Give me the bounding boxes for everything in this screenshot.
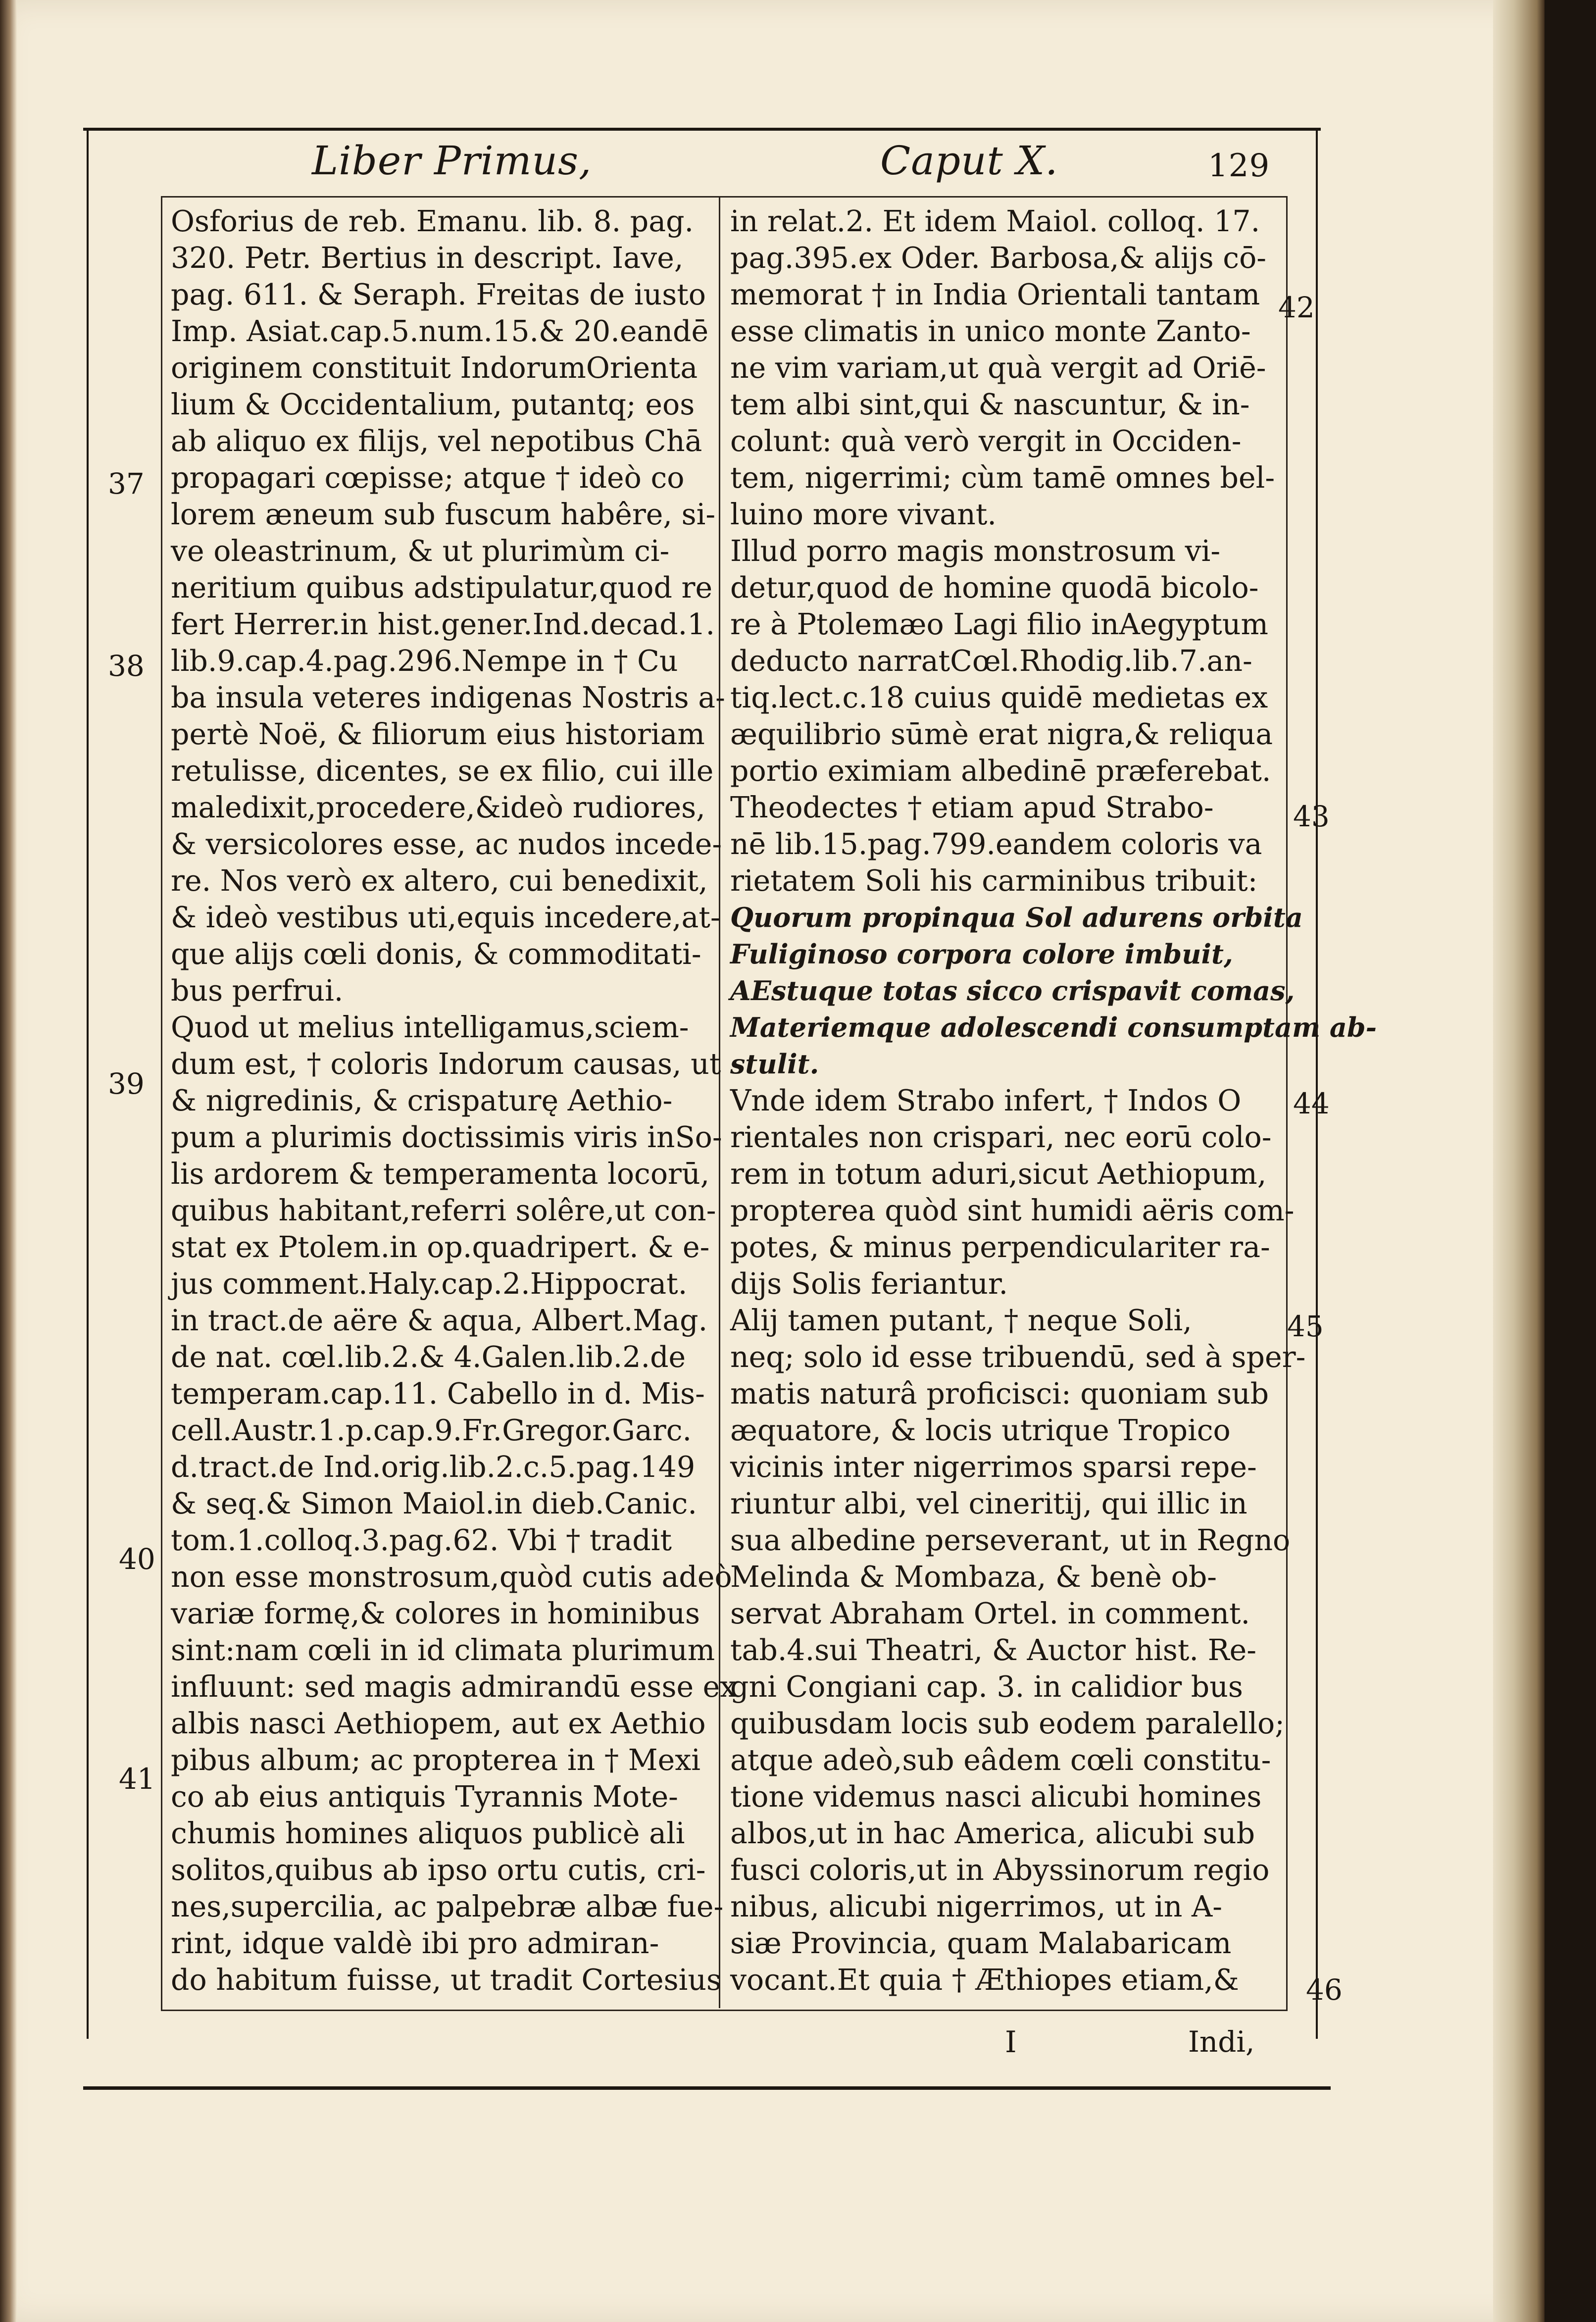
running-head-left: Liber Primus, xyxy=(312,138,592,184)
text-line: 320. Petr. Bertius in descript. Iave, xyxy=(171,241,684,275)
text-line: pum a plurimis doctissimis viris inSo- xyxy=(171,1120,722,1154)
page-fore-edge xyxy=(1493,0,1545,2322)
text-line: in tract.de aëre & aqua, Albert.Mag. xyxy=(171,1304,708,1337)
text-line: siæ Provincia, quam Malabaricam xyxy=(730,1926,1232,1960)
text-line: pibus album; ac propterea in † Mexi xyxy=(171,1743,700,1777)
text-line: neritium quibus adstipulatur,quod re xyxy=(171,571,713,605)
text-line: rientales non crispari, nec eorū colo- xyxy=(730,1120,1272,1154)
text-line: deducto narratCœl.Rhodig.lib.7.an- xyxy=(730,644,1252,678)
text-line: temperam.cap.11. Cabello in d. Mis- xyxy=(171,1377,705,1411)
text-line: originem constituit IndorumOrienta xyxy=(171,351,698,385)
text-line: luino more vivant. xyxy=(730,498,997,531)
text-line: servat Abraham Ortel. in comment. xyxy=(730,1597,1250,1630)
running-head-center: Caput X. xyxy=(880,138,1058,184)
text-line: ve oleastrinum, & ut plurimùm ci- xyxy=(171,534,670,568)
text-line: Vnde idem Strabo infert, † Indos O xyxy=(730,1084,1242,1117)
text-line: Illud porro magis monstrosum vi- xyxy=(730,534,1221,568)
text-line: & seq.& Simon Maiol.in dieb.Canic. xyxy=(171,1487,697,1520)
text-line: jus comment.Haly.cap.2.Hippocrat. xyxy=(171,1267,688,1301)
text-line: Imp. Asiat.cap.5.num.15.& 20.eandē xyxy=(171,314,709,348)
text-line: que alijs cœli donis, & commoditati- xyxy=(171,937,701,971)
page-number: 129 xyxy=(1208,148,1270,184)
text-line: Quorum propinqua Sol adurens orbita xyxy=(730,902,1303,933)
text-line: & ideò vestibus uti,equis incedere,at- xyxy=(171,901,720,934)
text-line: de nat. cœl.lib.2.& 4.Galen.lib.2.de xyxy=(171,1340,686,1374)
frame-rule-right xyxy=(1316,128,1318,2039)
text-line: fusci coloris,ut in Abyssinorum regio xyxy=(730,1853,1270,1887)
margin-number-45: 45 xyxy=(1287,1310,1324,1343)
text-line: æquatore, & locis utrique Tropico xyxy=(730,1413,1231,1447)
text-line: Alij tamen putant, † neque Soli, xyxy=(730,1304,1192,1337)
margin-number-39: 39 xyxy=(108,1067,145,1101)
margin-number-44: 44 xyxy=(1293,1087,1330,1120)
frame-rule-left xyxy=(87,128,89,2039)
text-line: æquilibrio sūmè erat nigra,& reliqua xyxy=(730,717,1273,751)
margin-number-38: 38 xyxy=(108,649,145,683)
text-line: pertè Noë, & filiorum eius historiam xyxy=(171,717,705,751)
text-line: Osforius de reb. Emanu. lib. 8. pag. xyxy=(171,204,694,238)
margin-number-37: 37 xyxy=(108,467,145,501)
frame-rule-top xyxy=(83,128,1321,131)
text-line: AEstuque totas sicco crispavit comas, xyxy=(730,975,1295,1007)
text-line: sint:nam cœli in id climata plurimum xyxy=(171,1633,715,1667)
text-line: propagari cœpisse; atque † ideò co xyxy=(171,461,685,495)
text-line: memorat † in India Orientali tantam xyxy=(730,278,1260,311)
text-line: portio eximiam albedinē præferebat. xyxy=(730,754,1271,788)
text-line: ab aliquo ex filijs, vel nepotibus Chā xyxy=(171,424,702,458)
text-line: albos,ut in hac America, alicubi sub xyxy=(730,1817,1255,1850)
column-divider xyxy=(719,196,720,2008)
text-line: quibus habitant,referri solêre,ut con- xyxy=(171,1194,716,1227)
text-line: tiq.lect.c.18 cuius quidē medietas ex xyxy=(730,681,1268,714)
text-line: Fuliginoso corpora colore imbuit, xyxy=(730,938,1233,970)
text-line: sua albedine perseverant, ut in Regno xyxy=(730,1523,1291,1557)
text-line: co ab eius antiquis Tyrannis Mote- xyxy=(171,1780,678,1814)
margin-number-46: 46 xyxy=(1306,1973,1343,2007)
text-line: Quod ut melius intelligamus,sciem- xyxy=(171,1010,689,1044)
text-line: gni Congiani cap. 3. in calidior bus xyxy=(730,1670,1243,1704)
text-line: & nigredinis, & crispaturę Aethio- xyxy=(171,1084,673,1117)
text-line: Melinda & Mombaza, & benè ob- xyxy=(730,1560,1217,1594)
text-line: dum est, † coloris Indorum causas, ut xyxy=(171,1047,721,1081)
text-line: dijs Solis feriantur. xyxy=(730,1267,1008,1301)
text-line: re. Nos verò ex altero, cui benedixit, xyxy=(171,864,708,898)
text-line: chumis homines aliquos publicè ali xyxy=(171,1817,685,1850)
text-line: tem albi sint,qui & nascuntur, & in- xyxy=(730,388,1250,421)
text-line: esse climatis in unico monte Zanto- xyxy=(730,314,1251,348)
signature-mark: I xyxy=(1005,2025,1017,2060)
text-line: fert Herrer.in hist.gener.Ind.decad.1. xyxy=(171,607,715,641)
text-line: influunt: sed magis admirandū esse ex xyxy=(171,1670,737,1704)
text-line: tione videmus nasci alicubi homines xyxy=(730,1780,1262,1814)
text-line: d.tract.de Ind.orig.lib.2.c.5.pag.149 xyxy=(171,1450,696,1484)
text-line: retulisse, dicentes, se ex filio, cui ille xyxy=(171,754,714,788)
text-line: nibus, alicubi nigerrimos, ut in A- xyxy=(730,1890,1222,1923)
text-line: nes,supercilia, ac palpebræ albæ fue- xyxy=(171,1890,724,1923)
text-line: Theodectes † etiam apud Strabo- xyxy=(730,791,1214,824)
text-line: stat ex Ptolem.in op.quadripert. & e- xyxy=(171,1230,710,1264)
text-line: riuntur albi, vel cineritij, qui illic in xyxy=(730,1487,1247,1520)
margin-number-42: 42 xyxy=(1278,291,1315,324)
text-line: rint, idque valdè ibi pro admiran- xyxy=(171,1926,659,1960)
text-line: ba insula veteres indigenas Nostris a- xyxy=(171,681,725,714)
text-line: & versicolores esse, ac nudos incede- xyxy=(171,827,722,861)
text-line: lium & Occidentalium, putantq; eos xyxy=(171,388,695,421)
margin-number-41: 41 xyxy=(119,1762,155,1796)
text-line: vicinis inter nigerrimos sparsi repe- xyxy=(730,1450,1257,1484)
text-column-left xyxy=(171,203,737,1998)
text-line: albis nasci Aethiopem, aut ex Aethio xyxy=(171,1707,706,1740)
text-line: maledixit,procedere,&ideò rudiores, xyxy=(171,791,705,824)
text-line: tom.1.colloq.3.pag.62. Vbi † tradit xyxy=(171,1523,672,1557)
text-line: ne vim variam,ut quà vergit ad Oriē- xyxy=(730,351,1266,385)
text-line: bus perfrui. xyxy=(171,974,344,1008)
frame-rule-bottom xyxy=(83,2086,1331,2090)
text-line: tab.4.sui Theatri, & Auctor hist. Re- xyxy=(730,1633,1256,1667)
text-line: variæ formę,& colores in hominibus xyxy=(171,1597,700,1630)
text-line: tem, nigerrimi; cùm tamē omnes bel- xyxy=(730,461,1275,495)
text-line: quibusdam locis sub eodem paralello; xyxy=(730,1707,1285,1740)
text-line: vocant.Et quia † Æthiopes etiam,& xyxy=(730,1963,1239,1997)
text-line: nē lib.15.pag.799.eandem coloris va xyxy=(730,827,1262,861)
text-line: rem in totum aduri,sicut Aethiopum, xyxy=(730,1157,1267,1191)
text-line: solitos,quibus ab ipso ortu cutis, cri- xyxy=(171,1853,706,1887)
text-line: propterea quòd sint humidi aëris com- xyxy=(730,1194,1295,1227)
text-line: in relat.2. Et idem Maiol. colloq. 17. xyxy=(730,204,1260,238)
text-line: lorem æneum sub fuscum habêre, si- xyxy=(171,498,716,531)
text-line: stulit. xyxy=(730,1048,819,1080)
text-line: neq; solo id esse tribuendū, sed à sper- xyxy=(730,1340,1306,1374)
catchword: Indi, xyxy=(1188,2025,1255,2059)
margin-number-40: 40 xyxy=(119,1542,155,1576)
text-line: re à Ptolemæo Lagi filio inAegyptum xyxy=(730,607,1268,641)
text-line: lis ardorem & temperamenta locorū, xyxy=(171,1157,710,1191)
text-line: non esse monstrosum,quòd cutis adeò xyxy=(171,1560,732,1594)
text-line: atque adeò,sub eâdem cœli constitu- xyxy=(730,1743,1271,1777)
text-line: Materiemque adolescendi consumptam ab- xyxy=(730,1011,1377,1043)
book-binding xyxy=(0,0,17,2322)
text-line: colunt: quà verò vergit in Occiden- xyxy=(730,424,1242,458)
margin-number-43: 43 xyxy=(1293,800,1330,833)
text-line: cell.Austr.1.p.cap.9.Fr.Gregor.Garc. xyxy=(171,1413,692,1447)
text-line: matis naturâ proficisci: quoniam sub xyxy=(730,1377,1269,1411)
text-line: do habitum fuisse, ut tradit Cortesius xyxy=(171,1963,722,1997)
text-line: pag. 611. & Seraph. Freitas de iusto xyxy=(171,278,706,311)
text-line: rietatem Soli his carminibus tribuit: xyxy=(730,864,1258,898)
text-line: potes, & minus perpendiculariter ra- xyxy=(730,1230,1270,1264)
text-line: pag.395.ex Oder. Barbosa,& alijs cō- xyxy=(730,241,1267,275)
text-line: detur,quod de homine quodā bicolo- xyxy=(730,571,1259,605)
text-line: lib.9.cap.4.pag.296.Nempe in † Cu xyxy=(171,644,678,678)
